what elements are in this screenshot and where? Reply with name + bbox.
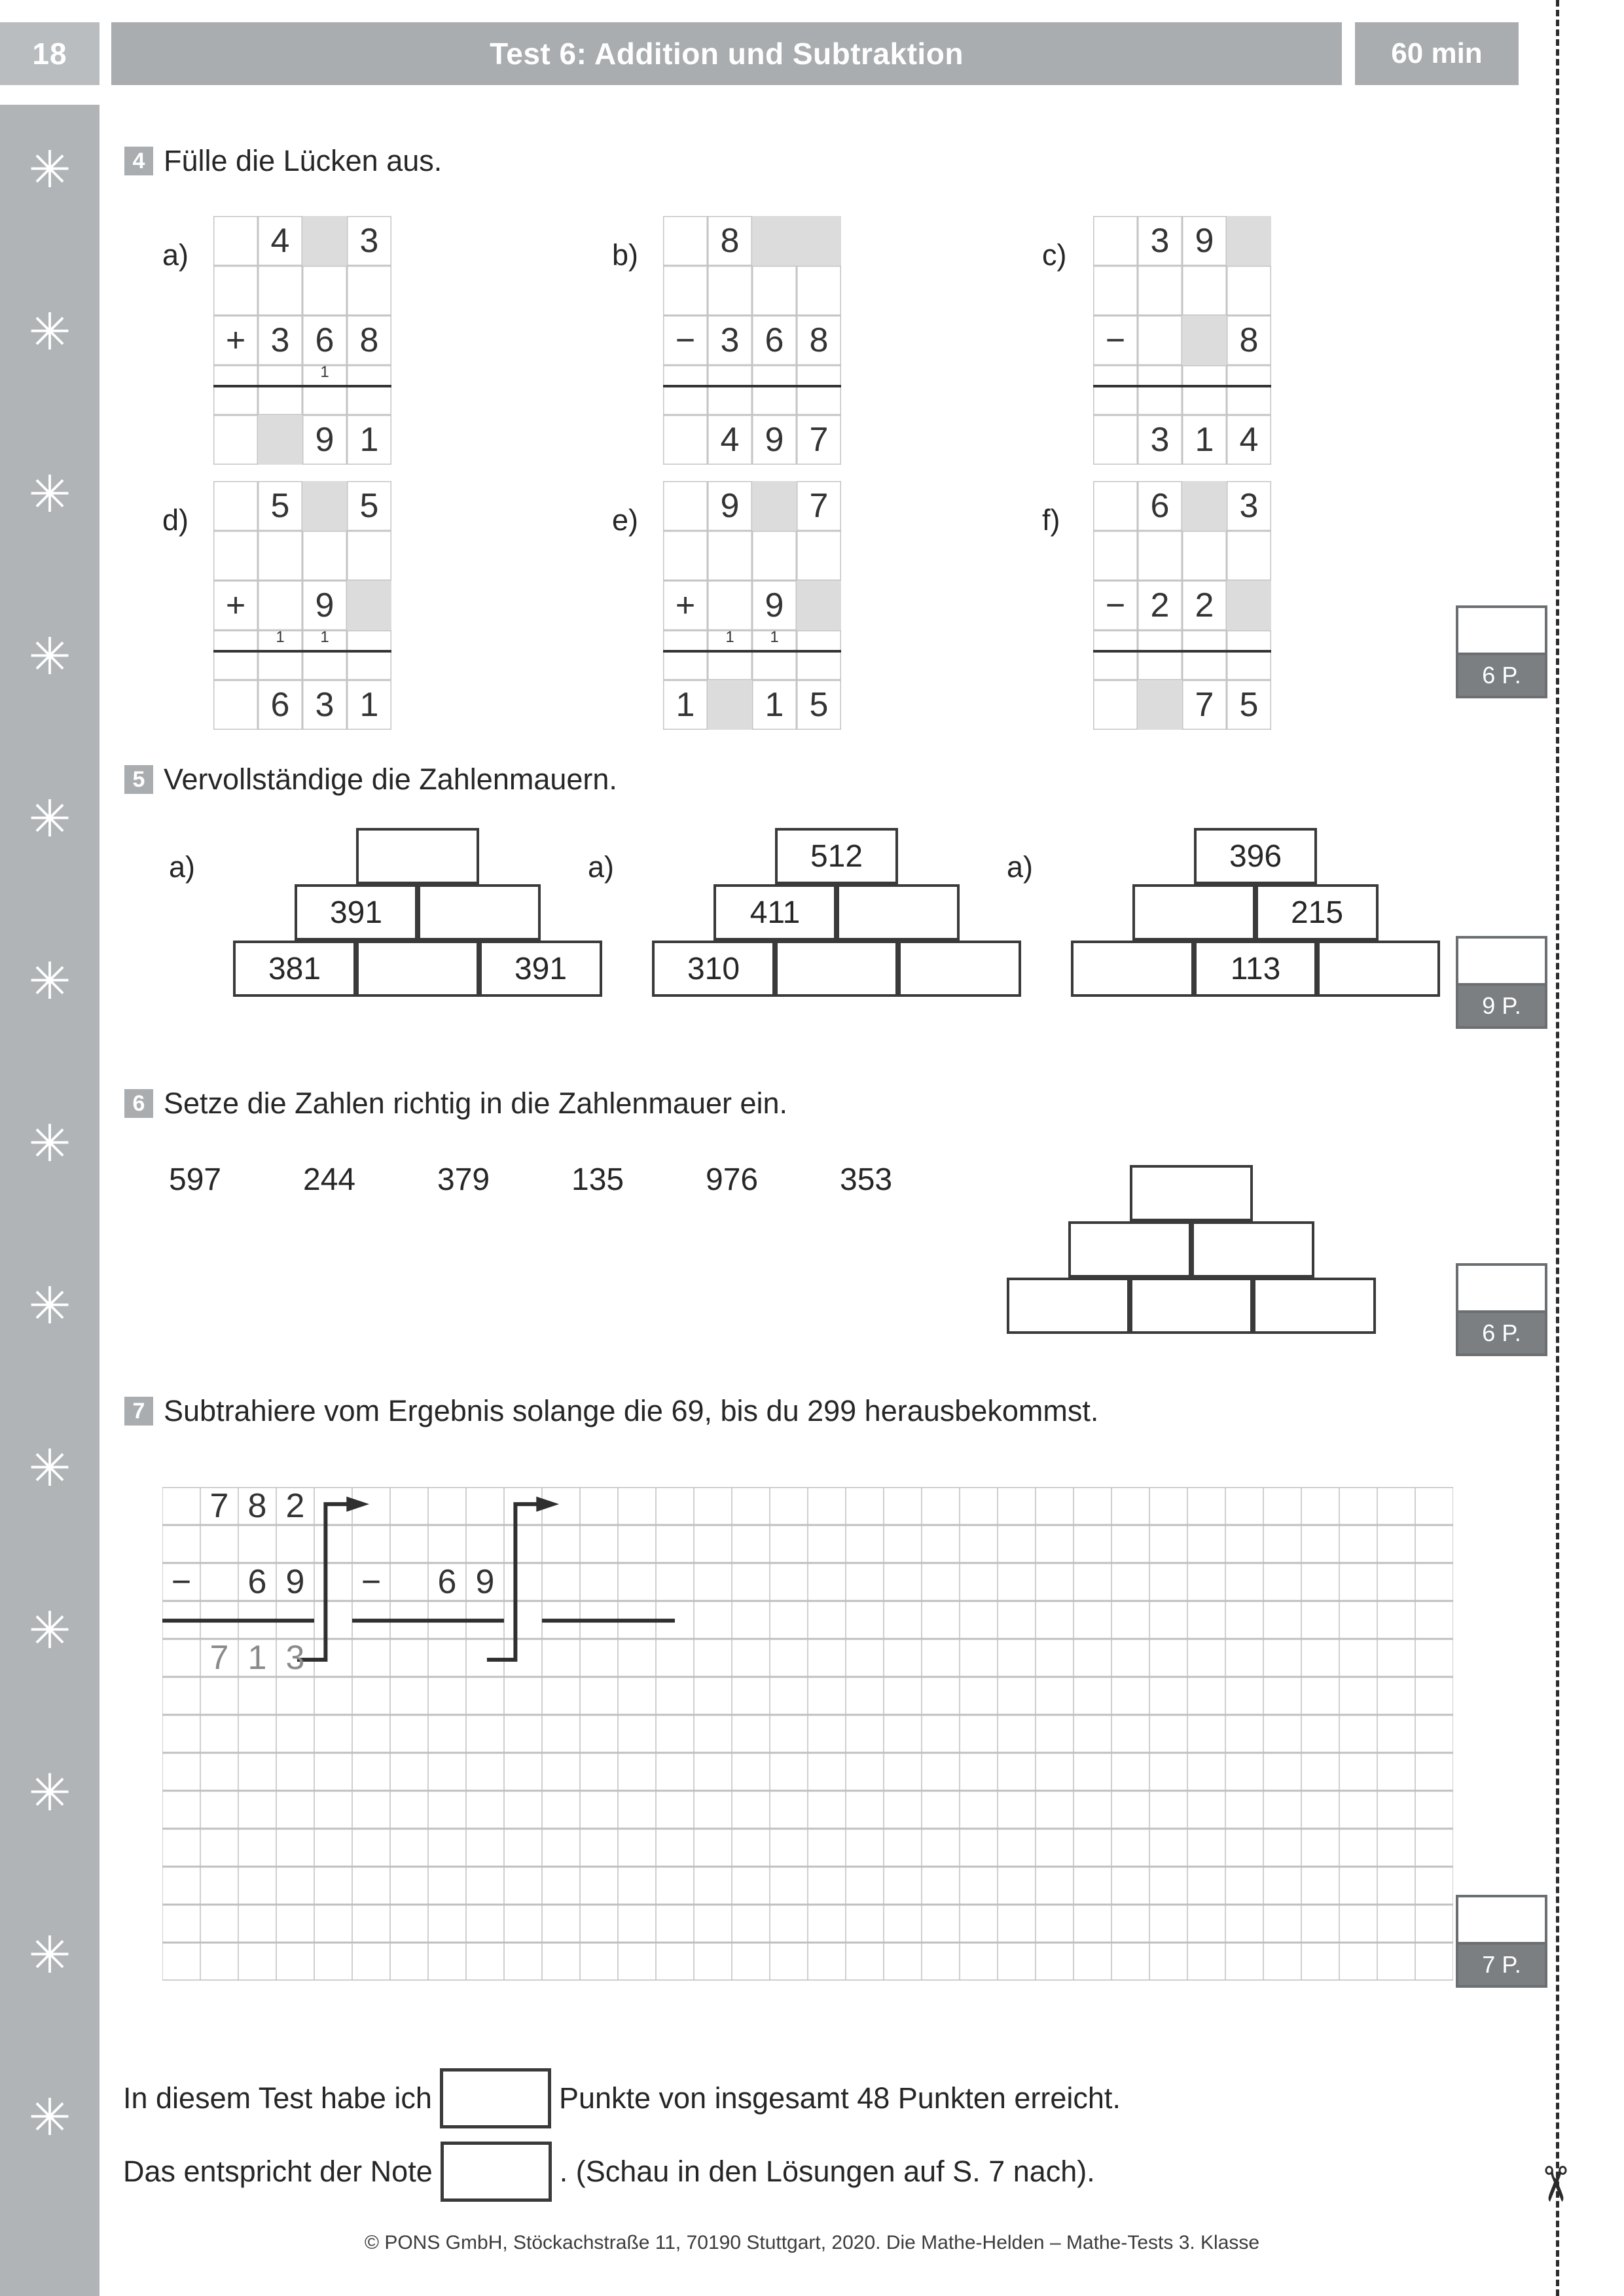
digit-cell: 9 xyxy=(765,586,784,624)
wall-brick-empty[interactable] xyxy=(837,884,960,941)
wall-label: a) xyxy=(169,850,196,884)
star-icon: ✳ xyxy=(28,1926,71,1984)
digit-cell: 9 xyxy=(720,487,740,525)
result-rule xyxy=(213,385,391,387)
task-4-instruction: Fülle die Lücken aus. xyxy=(164,144,442,177)
carry-digit: 1 xyxy=(320,363,329,381)
digit-cell: 5 xyxy=(809,686,829,724)
problem-label: f) xyxy=(1042,503,1060,537)
wall-brick-filled: 512 xyxy=(775,828,898,884)
wall-brick-empty[interactable] xyxy=(1191,1221,1314,1278)
digit-cell: 3 xyxy=(270,321,290,359)
score-sentence-prefix: In diesem Test habe ich xyxy=(123,2081,432,2115)
score-sentence xyxy=(123,2068,1121,2128)
digit-cell: + xyxy=(225,321,246,359)
digit-cell: 6 xyxy=(315,321,334,359)
blank-cell[interactable] xyxy=(752,481,797,531)
blank-cell[interactable] xyxy=(347,581,391,630)
score-input[interactable] xyxy=(440,2068,551,2128)
task-5-number-wall xyxy=(1007,828,1413,1011)
digit-cell: 3 xyxy=(315,686,334,724)
digit-cell: + xyxy=(675,586,696,624)
star-icon: ✳ xyxy=(28,1602,71,1659)
digit-cell: 9 xyxy=(315,421,334,459)
task-4-heading xyxy=(124,144,442,178)
page-title: Test 6: Addition und Subtraktion xyxy=(490,37,964,71)
wall-brick-empty[interactable] xyxy=(1007,1278,1130,1334)
digit-cell: 9 xyxy=(315,586,334,624)
grade-sentence-prefix: Das entspricht der Note xyxy=(123,2155,433,2188)
wall-label: a) xyxy=(588,850,615,884)
star-icon: ✳ xyxy=(28,141,71,198)
result-rule xyxy=(213,650,391,653)
worked-digit: 7 xyxy=(209,1487,229,1525)
digit-cell: − xyxy=(1105,586,1126,624)
task-6-points xyxy=(1456,1263,1547,1356)
worked-digit: 8 xyxy=(247,1487,267,1525)
digit-cell: 1 xyxy=(359,686,379,724)
digit-cell: 2 xyxy=(1150,586,1170,624)
blank-cell[interactable] xyxy=(1227,581,1271,630)
calculation-grid[interactable] xyxy=(1093,216,1271,465)
worked-digit: 6 xyxy=(247,1563,267,1601)
digit-cell: 6 xyxy=(270,686,290,724)
wall-brick-filled: 113 xyxy=(1194,941,1317,997)
star-icon: ✳ xyxy=(28,303,71,361)
digit-cell: 8 xyxy=(359,321,379,359)
task-7-points xyxy=(1456,1895,1547,1988)
task-5-points-input[interactable] xyxy=(1456,936,1547,983)
problem-label: b) xyxy=(612,238,639,272)
wall-brick-empty[interactable] xyxy=(1130,1278,1253,1334)
worked-digit: 6 xyxy=(437,1563,457,1601)
wall-brick-empty[interactable] xyxy=(356,941,479,997)
result-rule xyxy=(1093,385,1271,387)
digit-cell: 5 xyxy=(1239,686,1259,724)
star-icon: ✳ xyxy=(28,790,71,848)
digit-cell: 1 xyxy=(676,686,695,724)
carry-digit: 1 xyxy=(725,628,734,646)
digit-cell: 6 xyxy=(765,321,784,359)
digit-cell: 1 xyxy=(1195,421,1214,459)
digit-cell: 7 xyxy=(1195,686,1214,724)
task-6-number: 135 xyxy=(571,1162,624,1197)
task-6-number: 597 xyxy=(169,1162,222,1197)
star-icon: ✳ xyxy=(28,1115,71,1172)
worked-digit: − xyxy=(361,1563,382,1601)
calculation-grid[interactable] xyxy=(213,216,391,465)
task-6-number: 379 xyxy=(437,1162,490,1197)
task-6-instruction: Setze die Zahlen richtig in die Zahlenmauer ein. xyxy=(164,1086,788,1120)
wall-brick-empty[interactable] xyxy=(1317,941,1440,997)
worked-digit: 1 xyxy=(247,1639,267,1677)
worked-digit: 7 xyxy=(209,1639,229,1677)
star-icon: ✳ xyxy=(28,1277,71,1335)
digit-cell: 3 xyxy=(720,321,740,359)
task-7-number: 7 xyxy=(124,1397,153,1426)
blank-cell[interactable] xyxy=(708,680,752,730)
blank-cell[interactable] xyxy=(797,581,841,630)
wall-brick-empty[interactable] xyxy=(1071,941,1194,997)
digit-cell: 7 xyxy=(809,421,829,459)
digit-cell: 3 xyxy=(359,222,379,260)
task-5-heading xyxy=(124,762,617,797)
digit-cell: + xyxy=(225,586,246,624)
wall-brick-filled: 310 xyxy=(652,941,775,997)
blank-cell[interactable] xyxy=(302,216,347,266)
task-6-number-list xyxy=(169,1162,974,1198)
calculation-grid[interactable] xyxy=(663,216,841,465)
problem-label: e) xyxy=(612,503,639,537)
digit-cell: − xyxy=(1105,321,1126,359)
duration-badge xyxy=(1355,22,1519,85)
wall-brick-filled: 381 xyxy=(233,941,356,997)
grade-input[interactable] xyxy=(441,2142,552,2202)
digit-cell: 5 xyxy=(270,487,290,525)
calculation-grid[interactable] xyxy=(663,481,841,730)
task-6-number: 6 xyxy=(124,1089,153,1118)
task-5-number-wall xyxy=(588,828,994,1011)
wall-brick-filled: 391 xyxy=(479,941,602,997)
digit-cell: 4 xyxy=(720,421,740,459)
digit-cell: 6 xyxy=(1150,487,1170,525)
wall-brick-empty[interactable] xyxy=(1130,1165,1253,1221)
blank-cell[interactable] xyxy=(258,415,302,465)
task-6-number: 976 xyxy=(706,1162,759,1197)
task-4-points xyxy=(1456,605,1547,698)
wall-brick-empty[interactable] xyxy=(1132,884,1255,941)
wall-brick-filled: 396 xyxy=(1194,828,1317,884)
wall-brick-empty[interactable] xyxy=(1253,1278,1376,1334)
carry-digit: 1 xyxy=(276,628,285,646)
task-7-grid-paper[interactable] xyxy=(162,1487,1453,1981)
task-5-number: 5 xyxy=(124,765,153,794)
star-icon: ✳ xyxy=(28,465,71,523)
star-icon: ✳ xyxy=(28,952,71,1010)
task-5-number-wall xyxy=(169,828,575,1011)
result-rule xyxy=(1093,650,1271,653)
task-7-points-input[interactable] xyxy=(1456,1895,1547,1942)
task-4-number: 4 xyxy=(124,147,153,175)
worked-digit: 9 xyxy=(285,1563,305,1601)
digit-cell: 8 xyxy=(809,321,829,359)
worked-digit: 9 xyxy=(475,1563,495,1601)
wall-brick-filled: 391 xyxy=(295,884,418,941)
decorative-sidebar xyxy=(0,105,99,2296)
task-5-points-max: 9 P. xyxy=(1456,983,1547,1029)
task-6-number: 353 xyxy=(840,1162,893,1197)
page-header-bar xyxy=(111,22,1342,85)
copyright-notice: © PONS GmbH, Stöckachstraße 11, 70190 Stuttgart, 2020. Die Mathe-Helden – Mathe-Tests 3. Klasse xyxy=(364,2232,1260,2253)
worked-digit: 2 xyxy=(285,1487,305,1525)
calculation-grid[interactable] xyxy=(213,481,391,730)
task-7-heading xyxy=(124,1394,1098,1428)
digit-cell: 4 xyxy=(270,222,290,260)
carry-digit: 1 xyxy=(320,628,329,646)
digit-cell: 1 xyxy=(765,686,784,724)
wall-brick-empty[interactable] xyxy=(1068,1221,1191,1278)
digit-cell: 2 xyxy=(1195,586,1214,624)
blank-cell[interactable] xyxy=(752,216,797,266)
star-icon: ✳ xyxy=(28,2089,71,2146)
duration-label: 60 min xyxy=(1391,37,1483,69)
wall-brick-empty[interactable] xyxy=(775,941,898,997)
task-7-instruction: Subtrahiere vom Ergebnis solange die 69, bis du 299 herausbekommst. xyxy=(164,1394,1099,1427)
problem-label: c) xyxy=(1042,238,1067,272)
digit-cell: 8 xyxy=(720,222,740,260)
digit-cell: 9 xyxy=(765,421,784,459)
blank-cell[interactable] xyxy=(1227,216,1271,266)
task-6-points-input[interactable] xyxy=(1456,1263,1547,1310)
wall-brick-filled: 411 xyxy=(713,884,837,941)
wall-brick-empty[interactable] xyxy=(898,941,1021,997)
worked-digit: − xyxy=(171,1563,192,1601)
carry-digit: 1 xyxy=(770,628,779,646)
wall-brick-empty[interactable] xyxy=(356,828,479,884)
star-icon: ✳ xyxy=(28,1764,71,1821)
calculation-grid[interactable] xyxy=(1093,481,1271,730)
task-6-points-max: 6 P. xyxy=(1456,1310,1547,1356)
task-6-number: 244 xyxy=(303,1162,356,1197)
result-rule xyxy=(663,650,841,653)
digit-cell: 8 xyxy=(1239,321,1259,359)
task-7-points-max: 7 P. xyxy=(1456,1942,1547,1988)
digit-cell: − xyxy=(675,321,696,359)
page-number-tab xyxy=(0,22,99,85)
result-rule xyxy=(663,385,841,387)
star-icon: ✳ xyxy=(28,628,71,685)
digit-cell: 7 xyxy=(809,487,829,525)
blank-cell[interactable] xyxy=(797,216,841,266)
problem-label: d) xyxy=(162,503,189,537)
problem-label: a) xyxy=(162,238,189,272)
task-5-points xyxy=(1456,936,1547,1029)
wall-brick-empty[interactable] xyxy=(418,884,541,941)
page-number: 18 xyxy=(32,37,67,71)
task-4-points-max: 6 P. xyxy=(1456,653,1547,698)
digit-cell: 3 xyxy=(1239,487,1259,525)
grade-sentence-suffix: . (Schau in den Lösungen auf S. 7 nach). xyxy=(559,2155,1095,2188)
grade-sentence xyxy=(123,2142,1095,2202)
blank-cell[interactable] xyxy=(302,481,347,531)
task-6-number-wall xyxy=(1007,1165,1413,1348)
score-sentence-suffix: Punkte von insgesamt 48 Punkten erreicht. xyxy=(558,2081,1121,2115)
blank-cell[interactable] xyxy=(1182,481,1227,531)
digit-cell: 1 xyxy=(359,421,379,459)
worked-digit: 3 xyxy=(285,1639,305,1677)
blank-cell[interactable] xyxy=(1138,680,1182,730)
digit-cell: 4 xyxy=(1239,421,1259,459)
cut-dashed-line xyxy=(1556,0,1559,2296)
digit-cell: 9 xyxy=(1195,222,1214,260)
wall-label: a) xyxy=(1007,850,1034,884)
star-icon: ✳ xyxy=(28,1439,71,1497)
digit-cell: 3 xyxy=(1150,222,1170,260)
blank-cell[interactable] xyxy=(1182,315,1227,365)
scissors-icon: ✂ xyxy=(1528,2163,1583,2205)
wall-brick-filled: 215 xyxy=(1255,884,1379,941)
task-4-points-input[interactable] xyxy=(1456,605,1547,653)
digit-cell: 3 xyxy=(1150,421,1170,459)
task-5-instruction: Vervollständige die Zahlenmauern. xyxy=(164,762,617,796)
digit-cell: 5 xyxy=(359,487,379,525)
task-6-heading xyxy=(124,1086,787,1121)
